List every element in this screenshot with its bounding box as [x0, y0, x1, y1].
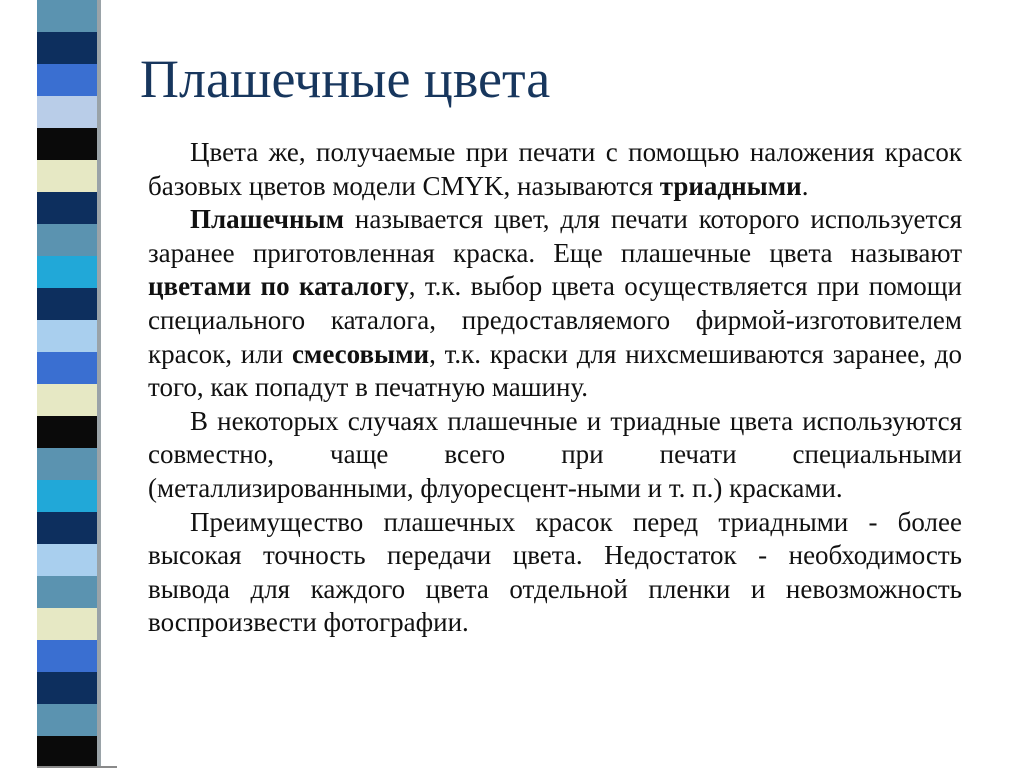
paragraph-combined-use [148, 405, 962, 506]
stripe [37, 0, 97, 32]
stripe [37, 576, 97, 608]
stripe [37, 608, 97, 640]
stripe [37, 352, 97, 384]
stripe-bar-shadow [97, 0, 101, 768]
stripe [37, 544, 97, 576]
stripe [37, 512, 97, 544]
slide-title: Плашечные цвета [140, 49, 551, 109]
stripe [37, 32, 97, 64]
text-run: В некоторых случаях плашечные и триадные цвета используются совместно, чаще всего при печати специальными (металлизированными, флуоресцент-ными и т. п.) красками. [148, 405, 962, 503]
bold-term: смесовыми [291, 338, 430, 369]
text-run: , т.к. выбор цвета осуществляется при помощи специального каталога, предоставляемого фирмой-изготовителем красок, или [148, 271, 963, 369]
stripe [37, 736, 97, 768]
stripe [37, 672, 97, 704]
paragraph-spot-colors [148, 203, 962, 405]
stripe [37, 288, 97, 320]
paragraph-advantages [148, 506, 962, 640]
text-run: называется цвет, для печати которого используется заранее приготовленная краска. Еще плашечные цвета называют [148, 204, 962, 268]
bold-term: триадными [659, 170, 802, 201]
text-run: Цвета же, получаемые при печати с помощью наложения красок базовых цветов модели CMYK, называются [148, 137, 962, 201]
stripe [37, 96, 97, 128]
stripe [37, 448, 97, 480]
stripe [37, 384, 97, 416]
text-run: Преимущество плашечных красок перед триадными - более высокая точность передачи цвета. Недостаток - необходимость вывода для каждого цвета отдельной пленки и невозможность воспроизвести фотографии. [148, 506, 962, 638]
stripe [37, 192, 97, 224]
stripe [37, 160, 97, 192]
bold-term: Плашечным [190, 204, 345, 235]
stripe [37, 128, 97, 160]
text-run: . [801, 170, 809, 201]
bold-term: цветами по каталогу [148, 271, 409, 302]
slide-body [148, 136, 962, 640]
text-run: , т.к. краски для нихсмешиваются заранее, до того, как попадут в печатную машину. [148, 338, 963, 403]
stripe [37, 256, 97, 288]
stripe [37, 704, 97, 736]
stripe [37, 480, 97, 512]
stripe [37, 224, 97, 256]
paragraph-triadic [148, 136, 962, 203]
stripe [37, 640, 97, 672]
decorative-stripe-bar [37, 0, 97, 768]
stripe [37, 320, 97, 352]
stripe [37, 416, 97, 448]
stripe [37, 64, 97, 96]
